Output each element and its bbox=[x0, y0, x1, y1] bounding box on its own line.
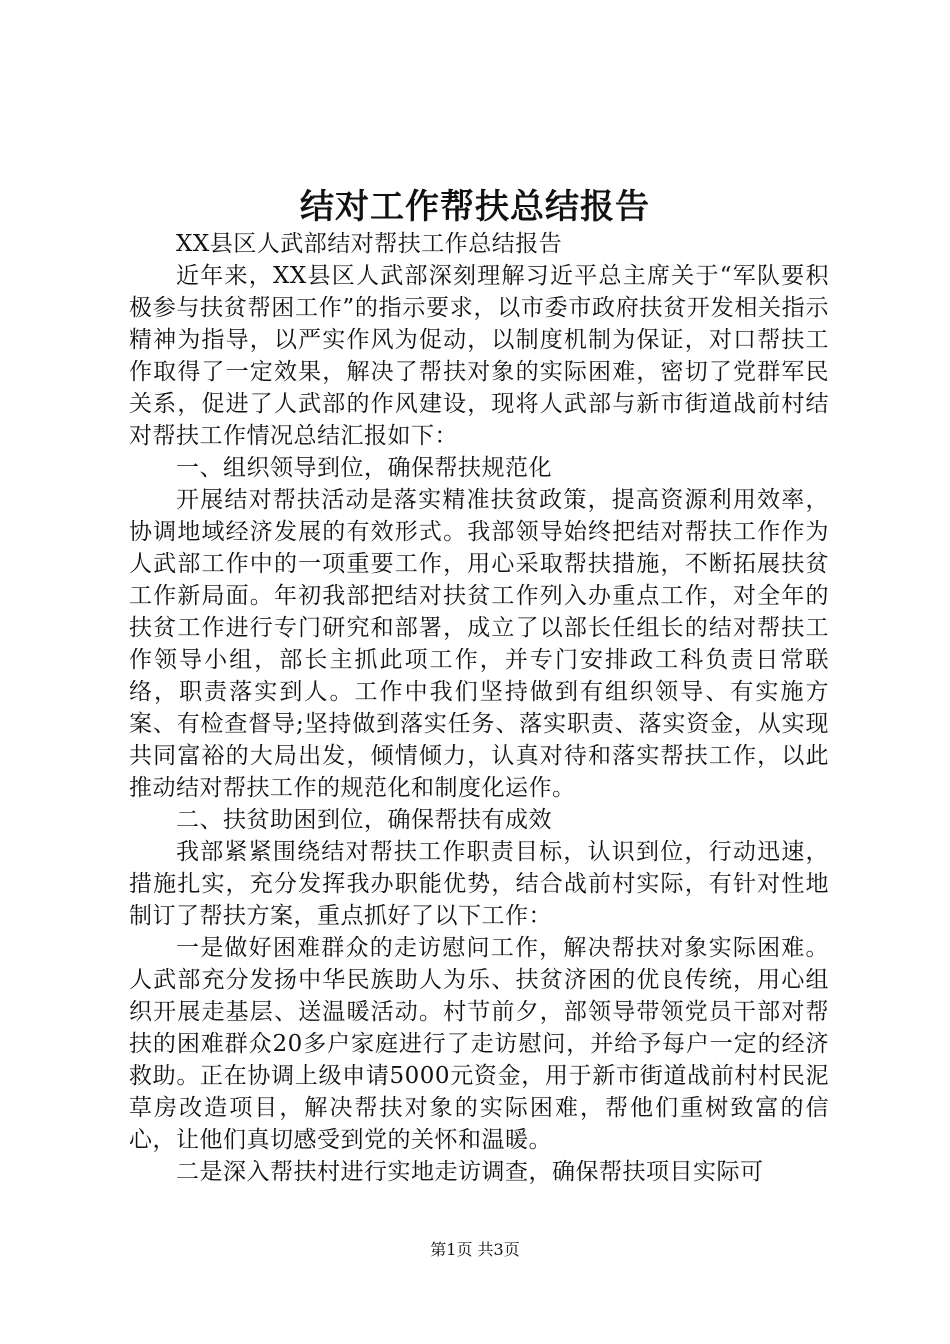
paragraph-item-1: 一是做好困难群众的走访慰问工作，解决帮扶对象实际困难。人武部充分发扬中华民族助人为乐、扶贫济困的优良传统，用心组织开展走基层、送温暖活动。村节前夕，部领导带领党员干部对帮扶的困难群众20多户家庭进行了走访慰问，并给予每户一定的经济救助。正在协调上级申请5000元资金，用于新市街道战前村村民泥草房改造项目，解决帮扶对象的实际困难，帮他们重树致富的信心，让他们真切感受到党的关怀和温暖。 bbox=[129, 935, 829, 1153]
paragraph-intro: 近年来，XX县区人武部深刻理解习近平总主席关于“军队要积极参与扶贫帮困工作”的指示要求，以市委市政府扶贫开发相关指示精神为指导，以严实作风为促动，以制度机制为保证，对口帮扶工作取得了一定效果，解决了帮扶对象的实际困难，密切了党群军民关系，促进了人武部的作风建设，现将人武部与新市街道战前村结对帮扶工作情况总结汇报如下： bbox=[129, 263, 829, 449]
document-body bbox=[129, 228, 829, 1188]
page-number-footer: 第1页 共3页 bbox=[430, 1240, 520, 1259]
section-heading-1: 一、组织领导到位，确保帮扶规范化 bbox=[176, 455, 552, 481]
section-heading-2: 二、扶贫助困到位，确保帮扶有成效 bbox=[176, 807, 552, 833]
paragraph-item-2: 二是深入帮扶村进行实地走访调查，确保帮扶项目实际可 bbox=[176, 1159, 764, 1185]
document-title: 结对工作帮扶总结报告 bbox=[300, 187, 650, 227]
paragraph-subtitle: XX县区人武部结对帮扶工作总结报告 bbox=[176, 231, 563, 257]
paragraph-section-2: 我部紧紧围绕结对帮扶工作职责目标，认识到位，行动迅速，措施扎实，充分发挥我办职能优势，结合战前村实际，有针对性地制订了帮扶方案，重点抓好了以下工作： bbox=[129, 839, 829, 929]
paragraph-section-1: 开展结对帮扶活动是落实精准扶贫政策，提高资源利用效率，协调地域经济发展的有效形式。我部领导始终把结对帮扶工作作为人武部工作中的一项重要工作，用心采取帮扶措施，不断拓展扶贫工作新局面。年初我部把结对扶贫工作列入办重点工作，对全年的扶贫工作进行专门研究和部署，成立了以部长任组长的结对帮扶工作领导小组，部长主抓此项工作，并专门安排政工科负责日常联络，职责落实到人。工作中我们坚持做到有组织领导、有实施方案、有检查督导;坚持做到落实任务、落实职责、落实资金，从实现共同富裕的大局出发，倾情倾力，认真对待和落实帮扶工作，以此推动结对帮扶工作的规范化和制度化运作。 bbox=[129, 487, 829, 801]
